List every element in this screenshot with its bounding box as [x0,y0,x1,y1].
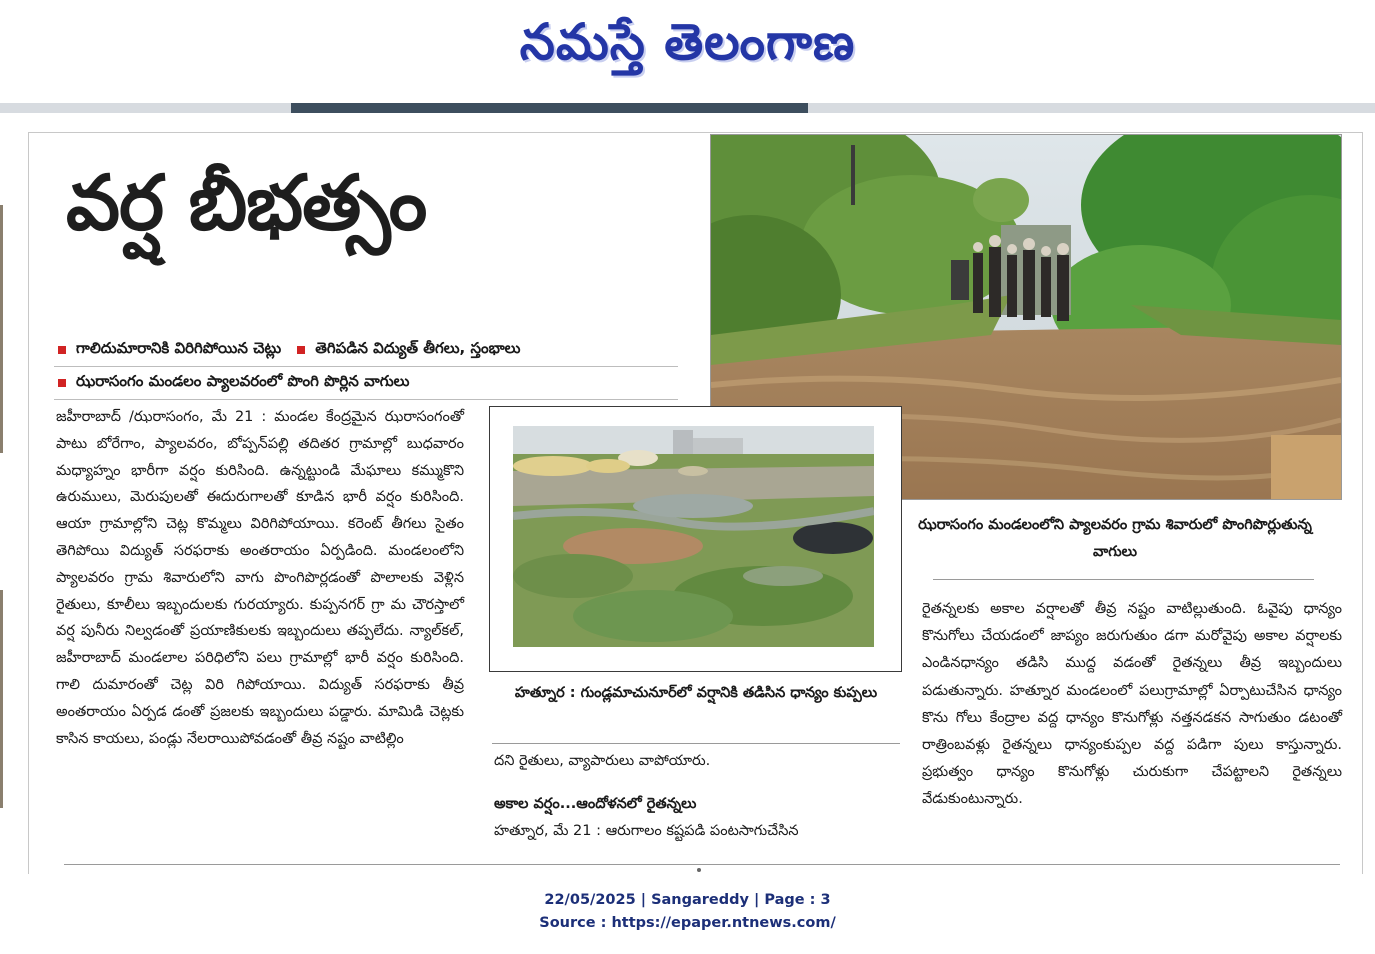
bullet-item [293,339,520,361]
caption-rule [933,579,1314,580]
grain-photo-image [513,426,874,647]
body-paragraph: హత్నూర, మే 21 : ఆరుగాలం కష్టపడి పంటసాగుచేసిన [494,823,799,839]
grain-photo [513,426,874,647]
highlight-bullets [54,334,678,400]
body-column-3 [922,596,1342,814]
bullet-item [54,339,281,361]
flood-photo-caption: ఝరాసంగం మండలంలోని ప్యాలవరం గ్రామ శివారులో పొంగిపొర్లుతున్న వాగులు [918,517,1312,560]
article-border-left [28,132,29,874]
body-column-1 [56,404,464,752]
bullet-text: ఝరాసంగం మండలం ప్యాలవరంలో పొంగి పొర్లిన వాగులు [76,372,410,390]
body-paragraph: జహీరాబాద్‌ /ఝరాసంగం, మే 21 : మండల కేంద్రమైన ఝరాసంగంతో పాటు బోరేగాం, ప్యాలవరం, బోప్పన్‌పల్లి తదితర గ్రామాల్లో బుధవారం మధ్యాహ్నం భారీగా వర్షం కురిసింది. ఉన్నట్టుండి మేఘాలు కమ్ముకొని ఉరుములు, మెరుపులతో ఈదురుగాలతో కూడిన భారీ వర్షం కురిసింది. ఆయా గ్రామాల్లోని చెట్ల కొమ్మలు విరిగిపోయాయి. కరెంట్‌ తీగలు సైతం తెగిపోయి విద్యుత్‌ సరఫరాకు అంతరాయం ఏర్పడింది. మండలంలోని ప్యాలవరం గ్రామ శివారులోని వాగు పొంగిపొర్లడంతో పొలాలకు వెళ్లిన రైతులు, కూలీలు ఇబ్బందులకు గురయ్యారు. కుప్పనగర్‌ గ్రా మ చౌరస్తాలో వర్ష పునీరు నిల్వడంతో ప్రయాణికులకు ఇబ్బందులు తప్పలేదు. న్యాల్‌కల్‌, జహీరాబాద్‌ మండలాల పరిధిలోని పలు గ్రామాల్లో భారీ వర్షం కురిసింది. గాలి దుమారంతో చెట్ల విరి గిపోయాయి. విద్యుత్‌ సరఫరాకు తీవ్ర అంతరాయం ఏర్పడ డంతో ప్రజలకు ఇబ్బందులు పడ్డారు. మామిడి చెట్లకు కాసిన కాయలు, పండ్లు నేలరాయిపోవడంతో తీవ్ర నష్టం వాటిల్లిం [56,409,464,747]
caption-rule [492,743,900,744]
bullet-square-icon [297,346,305,354]
footer-source: Source : https://epaper.ntnews.com/ [539,915,836,931]
masthead-rule-accent [291,103,808,113]
article-border-right [1362,132,1363,874]
bullet-square-icon [58,379,66,387]
bullet-square-icon [58,346,66,354]
grain-photo-caption: హత్నూర : గుండ్లమాచునూర్‌లో వర్షానికి తడిసిన ధాన్యం కుప్పలు [514,685,878,701]
bullet-row [54,334,678,367]
masthead [0,0,1375,100]
body-column-2 [494,748,904,845]
bullet-item [54,372,410,394]
footer-date-edition: 22/05/2025 | Sangareddy | Page : 3 [544,892,831,908]
body-paragraph: రైతన్నలకు అకాల వర్షాలతో తీవ్ర నష్టం వాటిల్లుతుంది. ఓవైపు ధాన్యం కొనుగోలు చేయడంలో జాప్యం జరుగుతుం డగా మరోవైపు అకాల వర్షాలకు ఎండినధాన్యం తడిసి ముద్ద వడంతో రైతన్నలు తీవ్ర ఇబ్బందులు పడుతున్నారు. హత్నూర మండలంలో పలుగ్రామాల్లో ఏర్పాటుచేసిన ధాన్యం కొను గోలు కేంద్రాల వద్ద ధాన్యం కొనుగోళ్లు నత్తనడకన సాగుతుం డటంతో రాత్రింబవళ్లు రైతన్నలు ధాన్యంకుప్పల వద్ద పడిగా పులు కాస్తున్నారు. ప్రభుత్వం ధాన్యం కొనుగోళ్లు చురుకుగా చేపట్టాలని రైతన్నలు వేడుకుంటున్నారు. [922,601,1342,808]
divider-dot [697,868,701,872]
adjacent-clipping-edge [0,590,3,808]
adjacent-clipping-edge [0,205,3,453]
article-border-bottom [64,864,1340,865]
article-headline: వర్ష బీభత్సం [66,158,427,247]
newspaper-logo: నమస్తే తెలంగాణ [519,12,856,71]
bullet-row [54,367,678,400]
body-paragraph: దని రైతులు, వ్యాపారులు వాపోయారు. [494,753,711,769]
sub-headline: అకాల వర్షం...ఆందోళనలో రైతన్నలు [494,796,697,812]
bullet-text: తెగిపడిన విద్యుత్‌ తీగలు, స్తంభాలు [315,339,521,357]
bullet-text: గాలిదుమారానికి విరిగిపోయిన చెట్లు [76,339,282,357]
article-border-top [28,132,1363,133]
